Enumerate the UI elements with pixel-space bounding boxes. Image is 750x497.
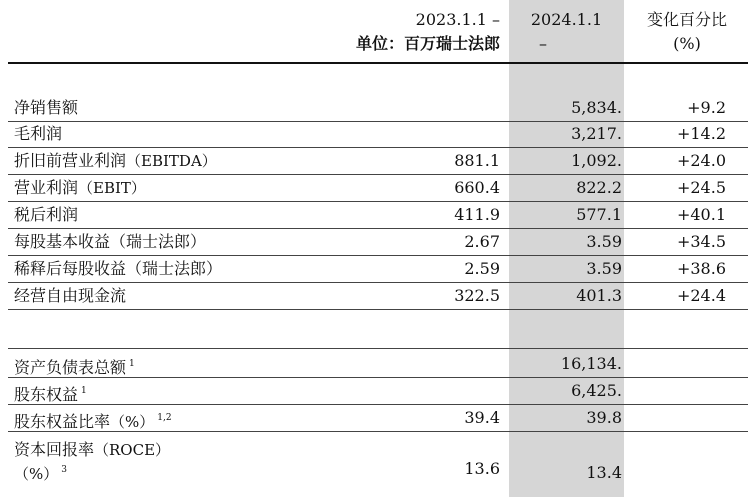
change-value: +24.5: [676, 178, 726, 197]
table-row: [8, 229, 748, 256]
prev-value: 411.9: [454, 205, 500, 224]
change-value: +9.2: [687, 98, 726, 117]
curr-period-label: 2024.1.1: [530, 10, 603, 29]
curr-value: 3.59: [586, 259, 622, 278]
table-row: [8, 175, 748, 202]
prev-value: 660.4: [454, 178, 500, 197]
prev-period-header: [296, 8, 500, 56]
row-label: 稀释后每股收益（瑞士法郎）: [14, 259, 223, 278]
footnote-ref: 1: [81, 386, 87, 396]
change-value: +14.2: [676, 124, 726, 143]
curr-value: 401.3: [576, 286, 622, 305]
prev-value: 13.6: [464, 459, 500, 478]
change-value: +24.0: [676, 151, 726, 170]
spacer-row: [8, 324, 748, 349]
prev-value: 881.1: [454, 151, 500, 170]
table-row: [8, 438, 748, 482]
curr-value: 6,425.: [571, 381, 622, 400]
row-label: 经营自由现金流: [14, 286, 127, 305]
footnote-ref: 1: [129, 359, 135, 369]
table-row: [8, 202, 748, 229]
change-value: +40.1: [676, 205, 726, 224]
change-value: +34.5: [676, 232, 726, 251]
change-unit: (%): [673, 34, 701, 53]
row-label-en: （EBITDA）: [126, 152, 217, 170]
row-label-unit: （%）: [14, 465, 59, 483]
change-header: [628, 8, 746, 56]
change-value: [628, 405, 726, 431]
change-value: [628, 351, 726, 377]
table-row: [8, 405, 748, 432]
row-label: 营业利润: [14, 178, 79, 197]
change-value: [628, 378, 726, 404]
table-row: [8, 95, 748, 122]
curr-value: 3.59: [586, 232, 622, 251]
unit-label: 单位：百万瑞士法郎: [355, 34, 500, 53]
change-label: 变化百分比: [646, 10, 727, 29]
curr-value: 3,217.: [571, 124, 622, 143]
prev-value: 39.4: [464, 408, 500, 427]
table-row: [8, 256, 748, 283]
prev-value: [308, 121, 500, 147]
curr-period-cont: –: [539, 34, 547, 53]
curr-value: 577.1: [576, 205, 622, 224]
row-label-en: （EBIT）: [78, 179, 146, 197]
table-row: [8, 351, 748, 378]
row-label-en: （%）: [110, 413, 155, 431]
table-row: [8, 378, 748, 405]
row-label-en: （ROCE）: [94, 441, 171, 459]
change-value: +38.6: [676, 259, 726, 278]
row-label: 股东权益比率: [14, 412, 111, 431]
row-label: 资产负债表总额: [14, 358, 127, 377]
curr-value: 822.2: [576, 178, 622, 197]
prev-value: 322.5: [454, 286, 500, 305]
row-label: 股东权益: [14, 385, 79, 404]
row-label: 每股基本收益（瑞士法郎）: [14, 232, 207, 251]
prev-value: [308, 378, 500, 404]
prev-value: 2.59: [464, 259, 500, 278]
change-value: [628, 456, 726, 482]
row-label: 折旧前营业利润: [14, 151, 127, 170]
header-divider: [8, 62, 748, 64]
change-value: +24.4: [676, 286, 726, 305]
curr-value: 13.4: [586, 463, 622, 482]
footnote-ref: 1,2: [157, 413, 172, 423]
row-label: 税后利润: [14, 205, 79, 224]
prev-value: 2.67: [464, 232, 500, 251]
table-row: [8, 148, 748, 175]
curr-period-header: [509, 8, 624, 56]
prev-value: [308, 95, 500, 121]
row-label: 资本回报率: [14, 440, 95, 459]
table-row: [8, 121, 748, 148]
table-header: [0, 0, 750, 63]
prev-value: [308, 351, 500, 377]
table-row: [8, 283, 748, 310]
footnote-ref: 3: [61, 465, 67, 475]
row-label: 毛利润: [14, 124, 63, 143]
curr-value: 16,134.: [560, 354, 622, 373]
curr-value: 1,092.: [571, 151, 622, 170]
curr-value: 5,834.: [571, 98, 622, 117]
prev-period-label: 2023.1.1 –: [415, 10, 500, 29]
curr-value: 39.8: [586, 408, 622, 427]
row-label: 净销售额: [14, 98, 79, 117]
